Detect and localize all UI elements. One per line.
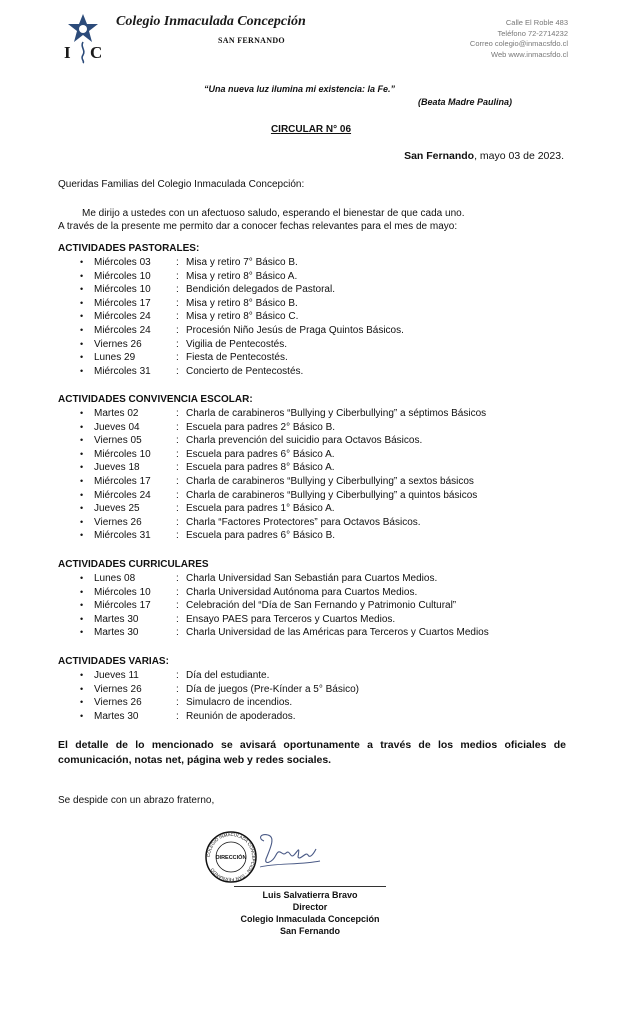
contact-phone: Teléfono 72-2714232 [497, 28, 568, 38]
activity-day: Martes 02 [94, 408, 139, 419]
list-item [80, 297, 404, 311]
activity-description: Charla Universidad Autónoma para Cuartos Medios. [186, 586, 418, 598]
list-item [80, 256, 404, 270]
farewell: Se despide con un abrazo fraterno, [58, 795, 215, 806]
signer-institution: Colegio Inmaculada Concepción [240, 914, 380, 924]
activity-day: Lunes 29 [94, 352, 136, 364]
activity-day: Miércoles 10 [94, 586, 151, 598]
list-item [80, 586, 489, 600]
activity-description: Charla Universidad de las Américas para Terceros y Cuartos Medios [186, 627, 489, 639]
activity-day: Martes 30 [94, 613, 139, 625]
activity-description: Vigilia de Pentecostés. [186, 338, 287, 350]
list-item [80, 669, 359, 683]
section-title-convivencia: ACTIVIDADES CONVIVENCIA ESCOLAR: [58, 394, 253, 405]
bullet-icon: • [80, 683, 84, 694]
list-item [80, 270, 404, 284]
list-item [80, 421, 486, 435]
bullet-icon: • [80, 627, 84, 638]
list-item [80, 683, 359, 697]
separator: : [176, 257, 179, 268]
activity-description: Misa y retiro 7° Básico B. [186, 257, 298, 268]
list-item [80, 613, 489, 627]
activity-description: Día de juegos (Pre-Kínder a 5° Básico) [186, 683, 359, 695]
logo-letter-i: I [64, 43, 71, 62]
separator: : [176, 448, 179, 460]
activity-day: Miércoles 24 [94, 489, 151, 501]
section-title-varias: ACTIVIDADES VARIAS: [58, 656, 169, 667]
list-convivencia [80, 407, 486, 543]
activity-description: Procesión Niño Jesús de Praga Quintos Básicos. [186, 324, 404, 336]
separator: : [176, 270, 179, 282]
intro-line-1: Me dirijo a ustedes con un afectuoso saludo, esperando el bienestar de que cada uno. [82, 208, 465, 219]
separator: : [176, 352, 179, 364]
activity-day: Miércoles 17 [94, 600, 151, 612]
list-item [80, 407, 486, 421]
list-item [80, 351, 404, 365]
quote-author: (Beata Madre Paulina) [418, 97, 513, 107]
activity-description: Misa y retiro 8° Básico A. [186, 270, 298, 282]
list-item [80, 365, 404, 379]
activity-day: Miércoles 03 [94, 257, 151, 268]
separator: : [176, 324, 179, 336]
bullet-icon: • [80, 516, 84, 527]
direction-stamp [204, 830, 258, 884]
intro-line-2: A través de la presente me permito dar a conocer fechas relevantes para el mes de mayo: [58, 221, 458, 232]
contact-address: Calle El Roble 483 [505, 18, 568, 27]
activity-description: Fiesta de Pentecostés. [186, 352, 288, 364]
bullet-icon: • [80, 530, 84, 541]
separator: : [176, 503, 179, 515]
list-item [80, 434, 486, 448]
separator: : [176, 365, 179, 377]
separator: : [176, 600, 179, 612]
bullet-icon: • [80, 670, 84, 680]
bullet-icon: • [80, 338, 84, 349]
list-item [80, 461, 486, 475]
logo-letter-c: C [90, 43, 103, 62]
activity-description: Escuela para padres 8° Básico A. [186, 462, 335, 474]
separator: : [176, 670, 179, 681]
activity-day: Viernes 26 [94, 516, 142, 528]
bullet-icon: • [80, 475, 84, 486]
list-item [80, 448, 486, 462]
activity-description: Concierto de Pentecostés. [186, 365, 304, 377]
activity-description: Escuela para padres 6° Básico B. [186, 530, 336, 542]
list-item [80, 516, 486, 530]
activity-description: Escuela para padres 6° Básico A. [186, 448, 335, 460]
list-item [80, 626, 489, 640]
list-item [80, 502, 486, 516]
activity-day: Jueves 04 [94, 421, 140, 433]
bullet-icon: • [80, 257, 84, 267]
bullet-icon: • [80, 352, 84, 363]
activity-day: Miércoles 10 [94, 448, 151, 460]
activity-description: Día del estudiante. [186, 670, 270, 681]
list-item [80, 338, 404, 352]
activity-day: Viernes 26 [94, 697, 142, 709]
separator: : [176, 408, 179, 419]
signer-name: Luis Salvatierra Bravo [262, 890, 358, 900]
activity-description: Escuela para padres 1° Básico A. [186, 503, 335, 515]
separator: : [176, 489, 179, 501]
bullet-icon: • [80, 600, 84, 611]
activity-description: Celebración del “Día de San Fernando y Patrimonio Cultural” [186, 600, 457, 612]
activity-day: Miércoles 10 [94, 270, 151, 282]
closing-paragraph: El detalle de lo mencionado se avisará oportunamente a través de los medios oficiales de comunicación, notas net, página web y redes sociales. [58, 739, 566, 766]
bullet-icon: • [80, 365, 84, 376]
bullet-icon: • [80, 710, 84, 721]
signature-line [234, 886, 386, 887]
separator: : [176, 311, 179, 323]
separator: : [176, 613, 179, 625]
date-rest: , mayo 03 de 2023. [474, 150, 564, 162]
school-city: SAN FERNANDO [218, 36, 285, 45]
signer-city: San Fernando [279, 926, 340, 936]
bullet-icon: • [80, 586, 84, 597]
activity-description: Escuela para padres 2° Básico B. [186, 421, 336, 433]
list-item [80, 696, 359, 710]
stamp-center-text: DIRECCIÓN [215, 855, 247, 861]
date-place: San Fernando [404, 150, 475, 162]
activity-day: Lunes 08 [94, 573, 136, 584]
bullet-icon: • [80, 284, 84, 295]
separator: : [176, 530, 179, 542]
section-title-pastorales: ACTIVIDADES PASTORALES: [58, 243, 200, 254]
greeting: Queridas Familias del Colegio Inmaculada Concepción: [58, 179, 305, 190]
bullet-icon: • [80, 448, 84, 459]
activity-day: Miércoles 31 [94, 365, 151, 377]
activity-day: Viernes 26 [94, 683, 142, 695]
activity-day: Jueves 18 [94, 462, 140, 474]
bullet-icon: • [80, 421, 84, 432]
activity-day: Martes 30 [94, 627, 139, 639]
bullet-icon: • [80, 489, 84, 500]
separator: : [176, 683, 179, 695]
activity-day: Jueves 25 [94, 503, 140, 515]
contact-block [470, 18, 568, 60]
activity-description: Charla de carabineros “Bullying y Ciberbullying” a sextos básicos [186, 475, 474, 487]
bullet-icon: • [80, 270, 84, 281]
activity-description: Reunión de apoderados. [186, 710, 296, 722]
activity-day: Martes 30 [94, 710, 139, 722]
list-item [80, 475, 486, 489]
bullet-icon: • [80, 408, 84, 418]
signature-block [200, 889, 420, 937]
list-item [80, 529, 486, 543]
activity-day: Miércoles 17 [94, 475, 151, 487]
separator: : [176, 284, 179, 296]
separator: : [176, 462, 179, 474]
activity-day: Miércoles 24 [94, 324, 151, 336]
activity-description: Simulacro de incendios. [186, 697, 293, 709]
separator: : [176, 421, 179, 433]
list-curriculares [80, 572, 489, 640]
bullet-icon: • [80, 697, 84, 708]
school-logo [58, 12, 108, 64]
contact-email: Correo colegio@inmacsfdo.cl [469, 39, 568, 48]
contact-web: Web www.inmacsfdo.cl [491, 49, 568, 59]
activity-description: Charla Universidad San Sebastián para Cuartos Medios. [186, 573, 438, 584]
activity-day: Viernes 05 [94, 435, 142, 447]
activity-day: Miércoles 24 [94, 311, 151, 323]
list-item [80, 599, 489, 613]
activity-day: Miércoles 10 [94, 284, 151, 296]
intro-paragraph [58, 207, 566, 233]
activity-description: Charla de carabineros “Bullying y Ciberbullying” a quintos básicos [186, 489, 478, 501]
activity-day: Jueves 11 [94, 670, 139, 681]
handwritten-signature [256, 827, 326, 875]
list-item [80, 572, 489, 586]
list-varias [80, 669, 359, 723]
bullet-icon: • [80, 435, 84, 446]
quote-text: “Una nueva luz ilumina mi existencia: la Fe.” [204, 84, 396, 94]
activity-description: Bendición delegados de Pastoral. [186, 284, 335, 296]
activity-description: Misa y retiro 8° Básico B. [186, 297, 298, 309]
list-item [80, 283, 404, 297]
separator: : [176, 297, 179, 309]
activity-description: Charla de carabineros “Bullying y Ciberbullying” a séptimos Básicos [186, 408, 487, 419]
school-name: Colegio Inmaculada Concepción [116, 14, 306, 29]
bullet-icon: • [80, 462, 84, 473]
signer-role: Director [292, 902, 328, 912]
list-item [80, 324, 404, 338]
date-line [404, 150, 564, 162]
activity-description: Misa y retiro 8° Básico C. [186, 311, 299, 323]
separator: : [176, 710, 179, 722]
bullet-icon: • [80, 311, 84, 322]
activity-day: Miércoles 31 [94, 530, 151, 542]
separator: : [176, 627, 179, 639]
activity-day: Miércoles 17 [94, 297, 151, 309]
list-pastorales [80, 256, 404, 378]
circular-title: CIRCULAR N° 06 [270, 124, 352, 135]
section-title-curriculares: ACTIVIDADES CURRICULARES [58, 559, 209, 570]
list-item [80, 710, 359, 724]
stamp-ring-text: COLEGIO INMACULADA CONCEPCIÓN · SAN FERNANDO [205, 831, 257, 883]
separator: : [176, 516, 179, 528]
list-item [80, 310, 404, 324]
bullet-icon: • [80, 613, 84, 624]
activity-description: Charla “Factores Protectores” para Octavos Básicos. [186, 516, 421, 528]
separator: : [176, 475, 179, 487]
separator: : [176, 573, 179, 584]
separator: : [176, 697, 179, 709]
list-item [80, 489, 486, 503]
bullet-icon: • [80, 324, 84, 335]
activity-day: Viernes 26 [94, 338, 142, 350]
bullet-icon: • [80, 503, 84, 514]
separator: : [176, 338, 179, 350]
bullet-icon: • [80, 573, 84, 583]
activity-description: Ensayo PAES para Terceros y Cuartos Medios. [186, 613, 396, 625]
separator: : [176, 435, 179, 447]
bullet-icon: • [80, 297, 84, 308]
separator: : [176, 586, 179, 598]
activity-description: Charla prevención del suicidio para Octavos Básicos. [186, 435, 423, 447]
